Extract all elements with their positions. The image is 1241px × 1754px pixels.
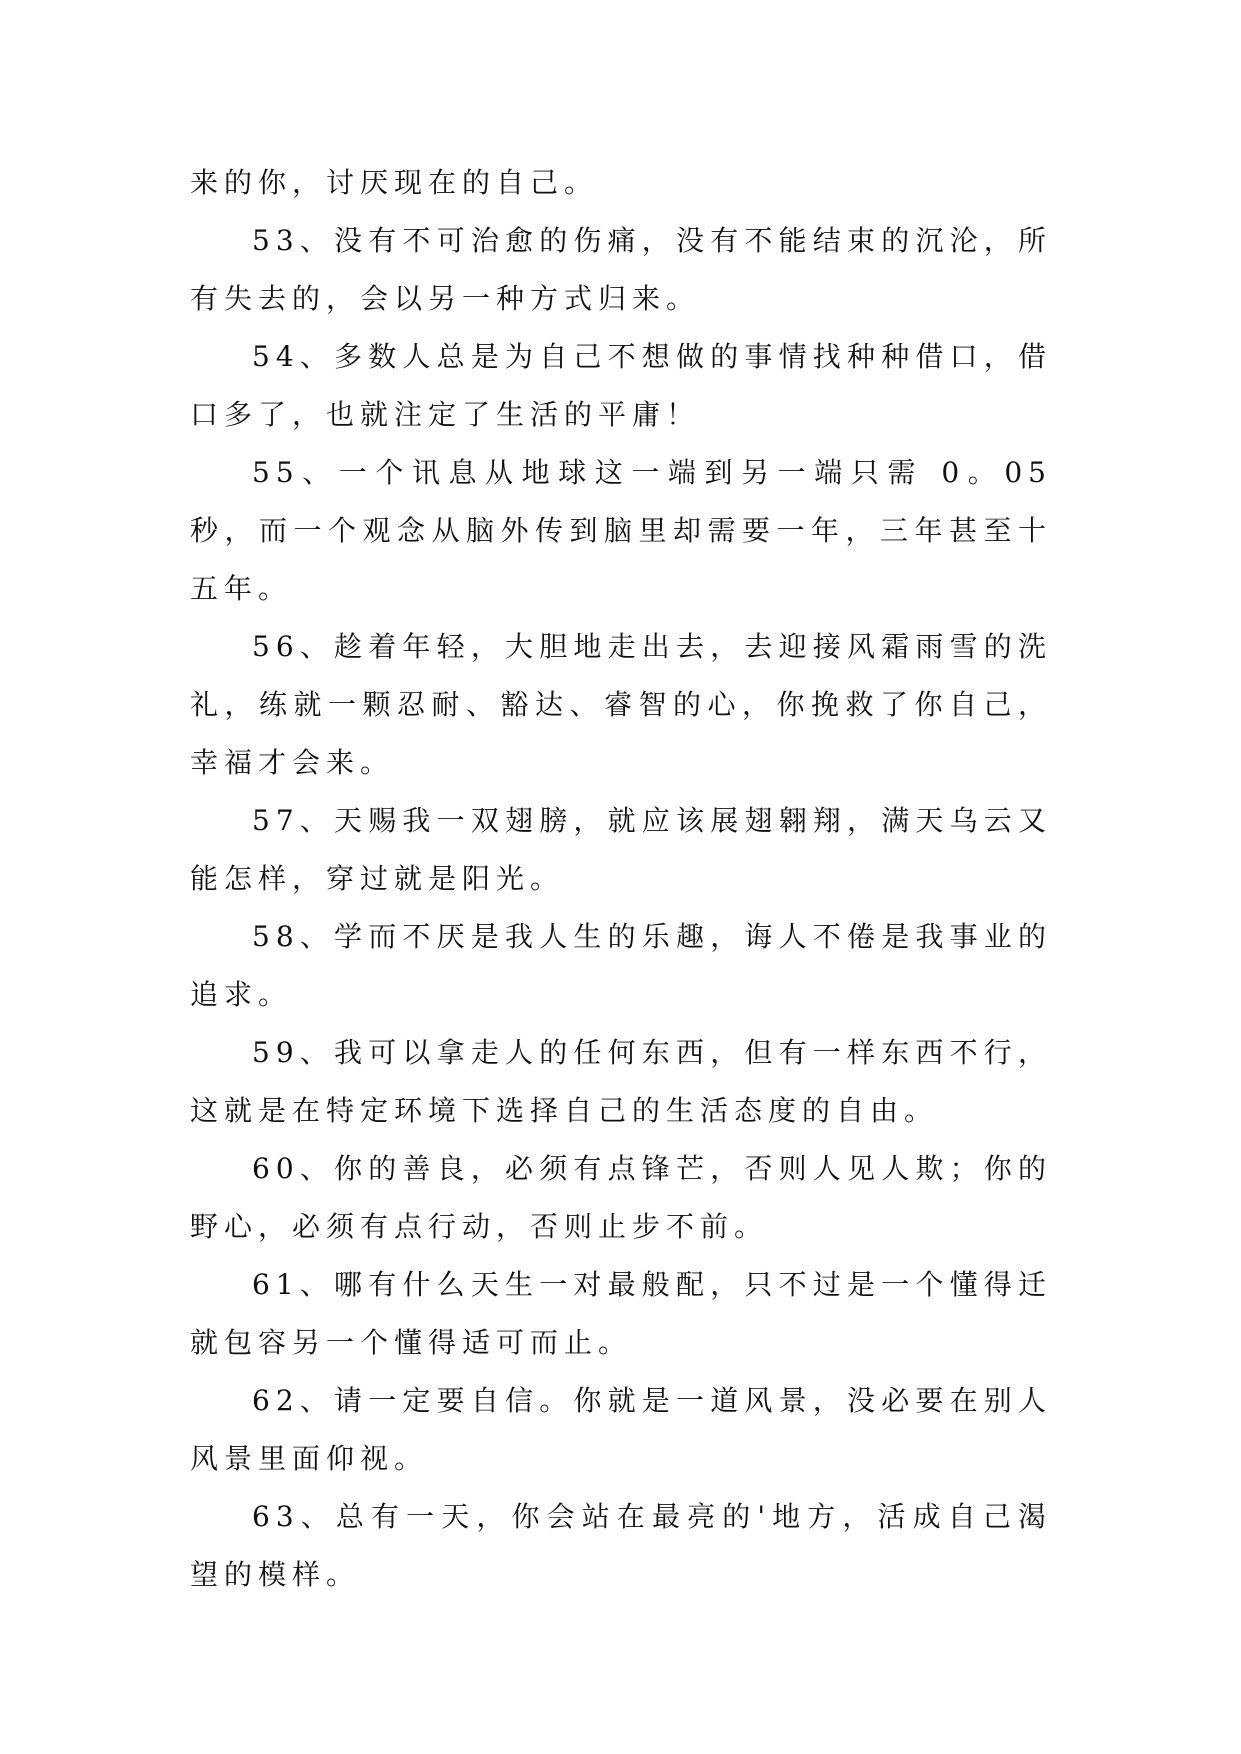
paragraph-continuation: 来的你，讨厌现在的自己。	[190, 166, 599, 199]
quote-paragraph-59: 59、我可以拿走人的任何东西，但有一样东西不行，这就是在特定环境下选择自己的生活态度的自由。	[190, 1036, 1052, 1127]
quote-paragraph-56: 56、趁着年轻，大胆地走出去，去迎接风霜雨雪的洗礼，练就一颗忍耐、豁达、睿智的心，你挽救了你自己，幸福才会来。	[190, 630, 1052, 779]
quote-paragraph-63: 63、总有一天，你会站在最亮的'地方，活成自己渴望的模样。	[190, 1500, 1052, 1591]
quote-paragraph-61: 61、哪有什么天生一对最般配，只不过是一个懂得迁就包容另一个懂得适可而止。	[190, 1268, 1052, 1359]
quote-paragraph-57: 57、天赐我一双翅膀，就应该展翅翱翔，满天乌云又能怎样，穿过就是阳光。	[190, 804, 1052, 895]
quote-paragraph-53: 53、没有不可治愈的伤痛，没有不能结束的沉沦，所有失去的，会以另一种方式归来。	[190, 224, 1052, 315]
quote-paragraph-62: 62、请一定要自信。你就是一道风景，没必要在别人风景里面仰视。	[190, 1384, 1052, 1475]
document-body	[190, 154, 1052, 1604]
quote-paragraph-58: 58、学而不厌是我人生的乐趣，诲人不倦是我事业的追求。	[190, 920, 1052, 1011]
quote-paragraph-60: 60、你的善良，必须有点锋芒，否则人见人欺；你的野心，必须有点行动，否则止步不前。	[190, 1152, 1052, 1243]
quote-paragraph-54: 54、多数人总是为自己不想做的事情找种种借口，借口多了，也就注定了生活的平庸！	[190, 340, 1052, 431]
quote-paragraph-55: 55、一个讯息从地球这一端到另一端只需 0。05 秒，而一个观念从脑外传到脑里却需要一年，三年甚至十五年。	[190, 456, 1052, 605]
